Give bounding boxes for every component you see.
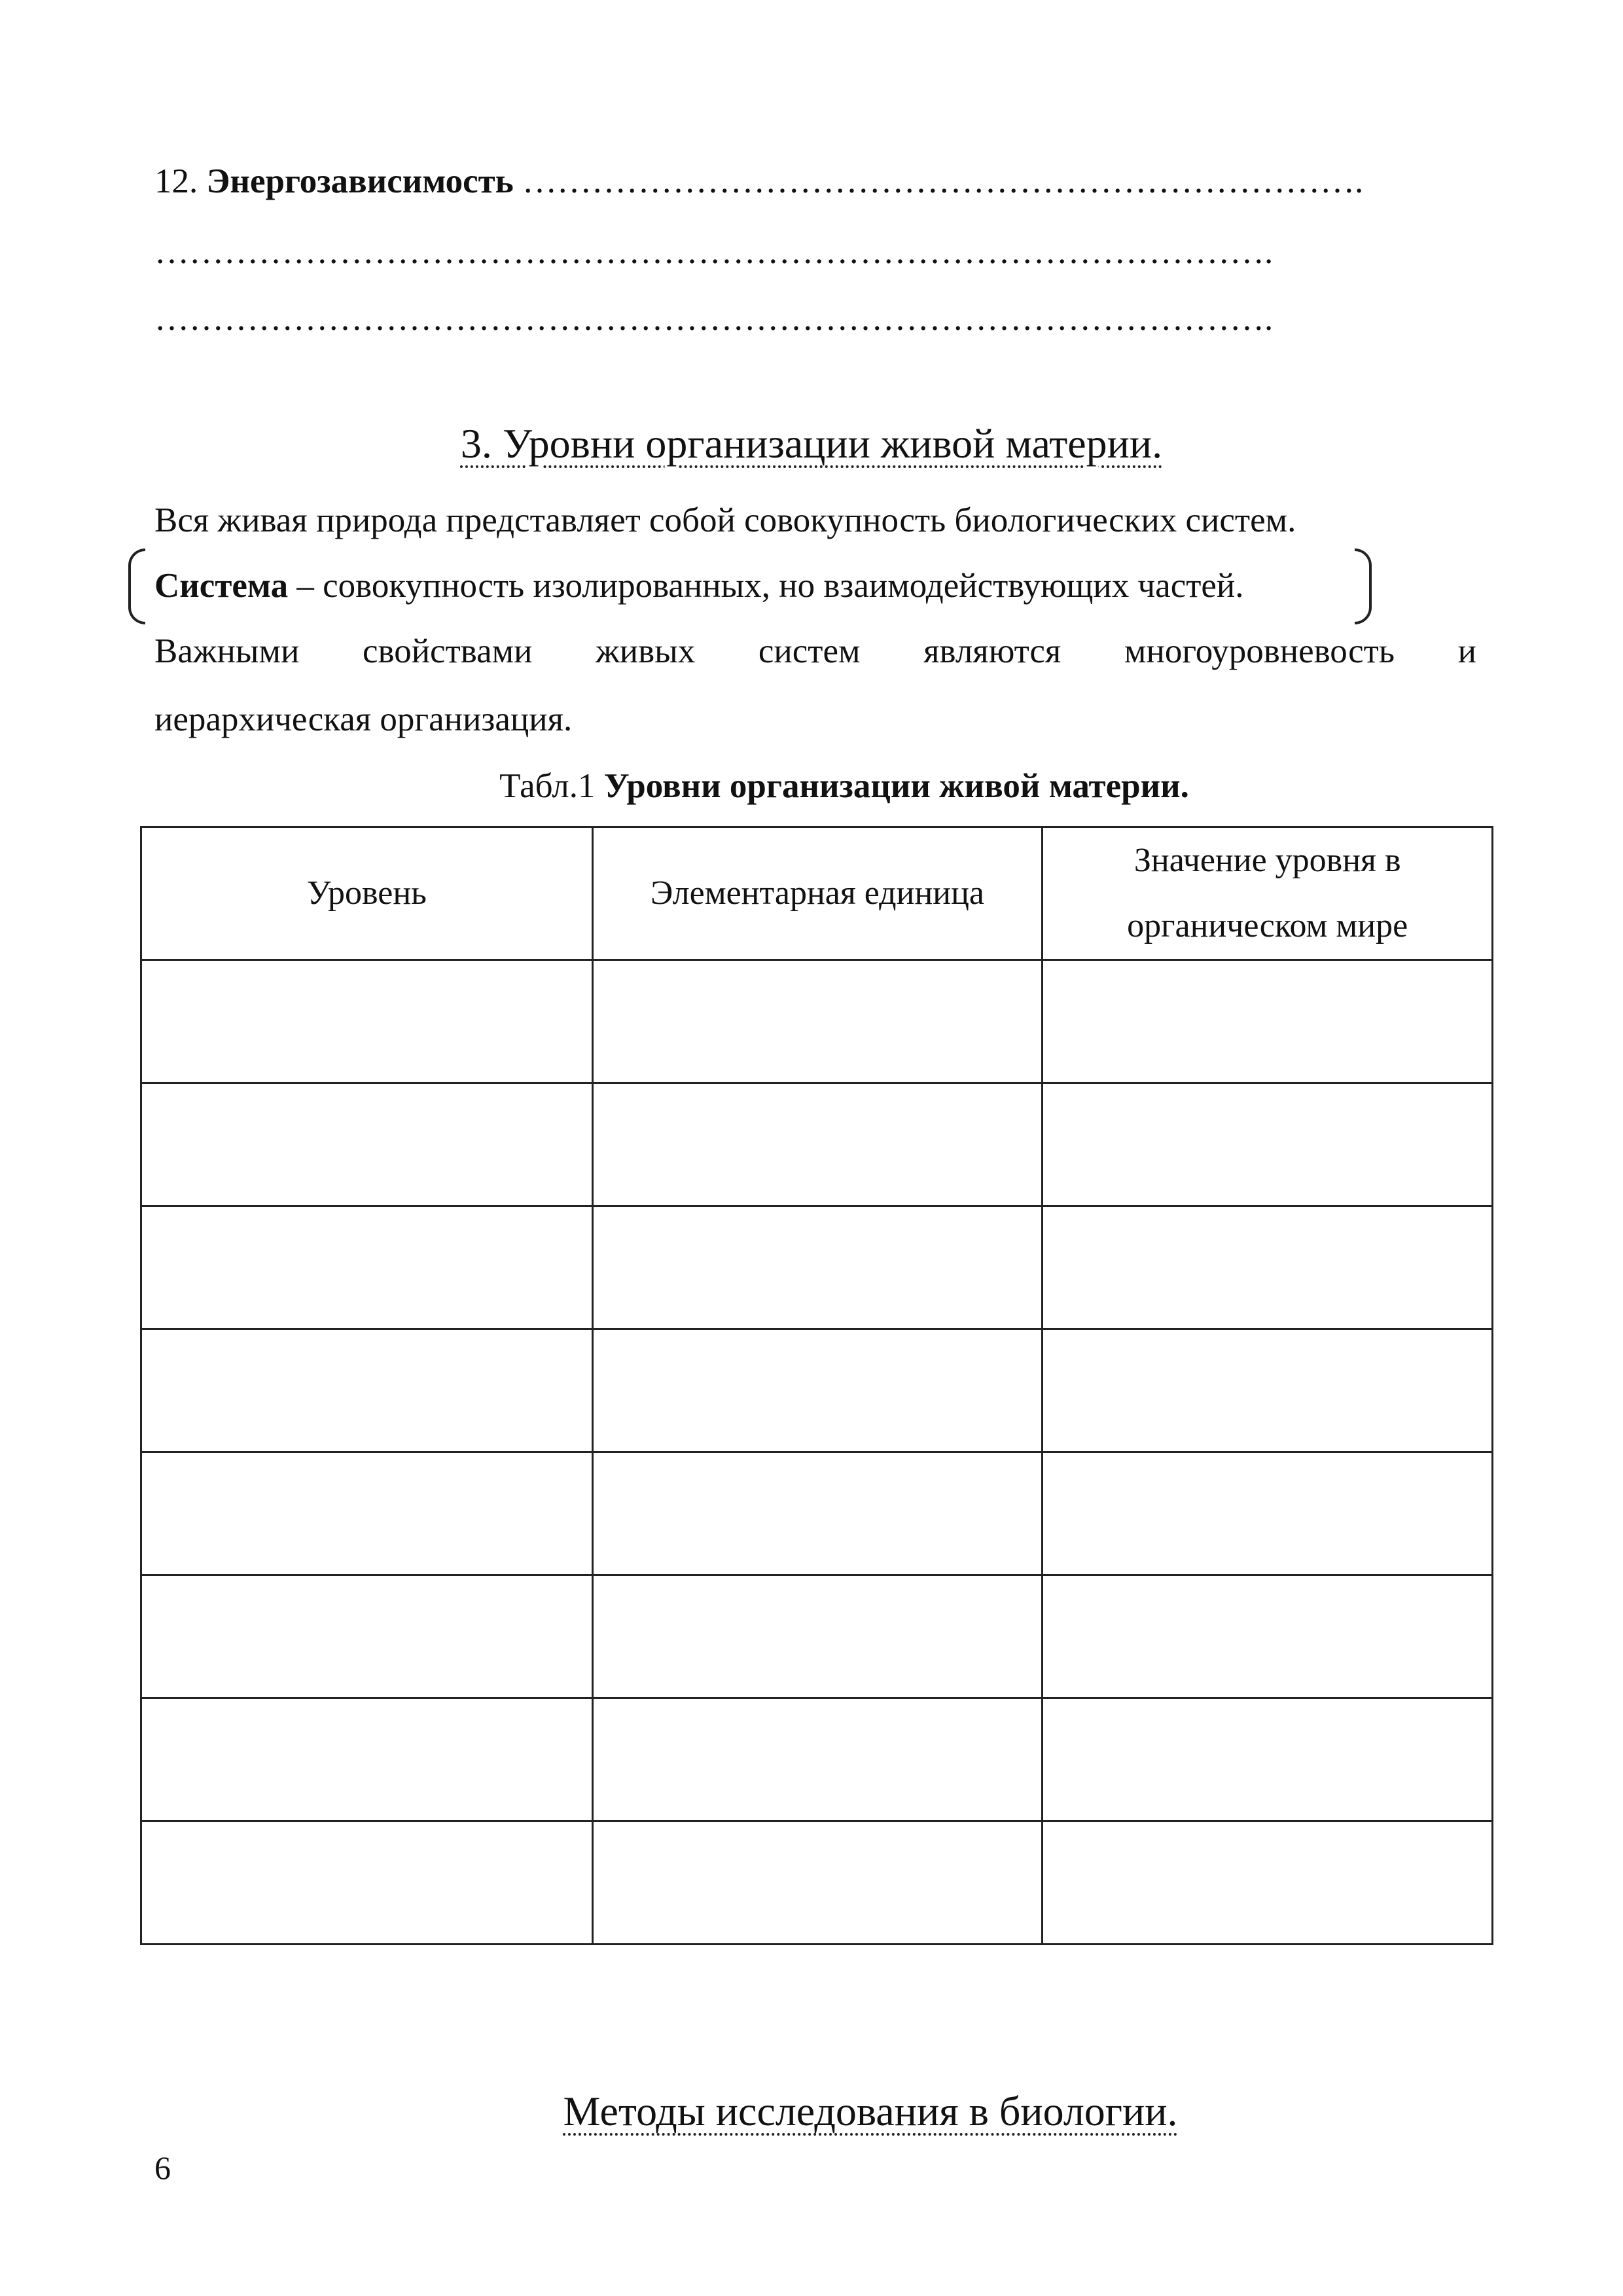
table-cell[interactable]	[1043, 1083, 1493, 1206]
table-row	[141, 1575, 1493, 1698]
definition-bracket-right	[1355, 548, 1372, 624]
table-row	[141, 960, 1493, 1083]
properties-paragraph-line-1: Важными свойствами живых систем являются многоуровневость и	[154, 632, 1476, 670]
table-cell[interactable]	[592, 1452, 1043, 1575]
item-term: Энергозависимость	[206, 162, 514, 200]
table-cell[interactable]	[592, 1329, 1043, 1452]
table-cell[interactable]	[141, 1575, 593, 1698]
section-heading: 3. Уровни организации живой материи.	[460, 420, 1163, 467]
table-caption	[0, 764, 1623, 808]
table-cell[interactable]	[592, 1575, 1043, 1698]
answer-dots-line-3: …………………………………………………………………………………….	[154, 300, 1274, 338]
table-cell[interactable]	[1043, 1575, 1493, 1698]
intro-paragraph: Вся живая природа представляет собой совокупность биологических систем.	[154, 501, 1296, 539]
table-caption-title: Уровни организации живой материи.	[603, 767, 1189, 805]
table-cell[interactable]	[592, 1083, 1043, 1206]
table-cell[interactable]	[141, 1821, 593, 1945]
header-significance: Значение уровня в органическом мире	[1043, 827, 1493, 960]
answer-dots-line-2: …………………………………………………………………………………….	[154, 233, 1274, 271]
properties-paragraph-line-2: иерархическая организация.	[154, 700, 573, 738]
table-row	[141, 1821, 1493, 1945]
item-number: 12.	[154, 162, 198, 200]
table-cell[interactable]	[141, 960, 593, 1083]
table-row	[141, 1698, 1493, 1821]
page-number: 6	[154, 2149, 171, 2186]
table-cell[interactable]	[1043, 1452, 1493, 1575]
table-row	[141, 1329, 1493, 1452]
levels-table	[140, 826, 1493, 1945]
table-cell[interactable]	[1043, 1206, 1493, 1329]
table-cell[interactable]	[141, 1329, 593, 1452]
header-unit: Элементарная единица	[592, 827, 1043, 960]
table-cell[interactable]	[1043, 1821, 1493, 1945]
table-cell[interactable]	[1043, 1329, 1493, 1452]
header-level: Уровень	[141, 827, 593, 960]
table-caption-prefix: Табл.1	[499, 767, 604, 805]
next-section-heading: Методы исследования в биологии.	[563, 2088, 1178, 2134]
table-cell[interactable]	[592, 960, 1043, 1083]
table-cell[interactable]	[592, 1206, 1043, 1329]
definition-term: Система	[154, 567, 289, 605]
definition-bracket-left	[128, 548, 145, 624]
table-cell[interactable]	[141, 1698, 593, 1821]
table-row	[141, 1206, 1493, 1329]
table-cell[interactable]	[592, 1821, 1043, 1945]
table-cell[interactable]	[592, 1698, 1043, 1821]
item-12-line	[154, 160, 1363, 203]
table-cell[interactable]	[1043, 960, 1493, 1083]
table-cell[interactable]	[141, 1083, 593, 1206]
table-row	[141, 1452, 1493, 1575]
definition-text: – совокупность изолированных, но взаимодействующих частей.	[288, 567, 1244, 605]
table-row	[141, 1083, 1493, 1206]
table-cell[interactable]	[1043, 1698, 1493, 1821]
answer-dots: ……………………………………………………………….	[522, 162, 1364, 200]
table-cell[interactable]	[141, 1206, 593, 1329]
table-cell[interactable]	[141, 1452, 593, 1575]
definition-line	[154, 564, 1244, 607]
table-header-row	[141, 827, 1493, 960]
